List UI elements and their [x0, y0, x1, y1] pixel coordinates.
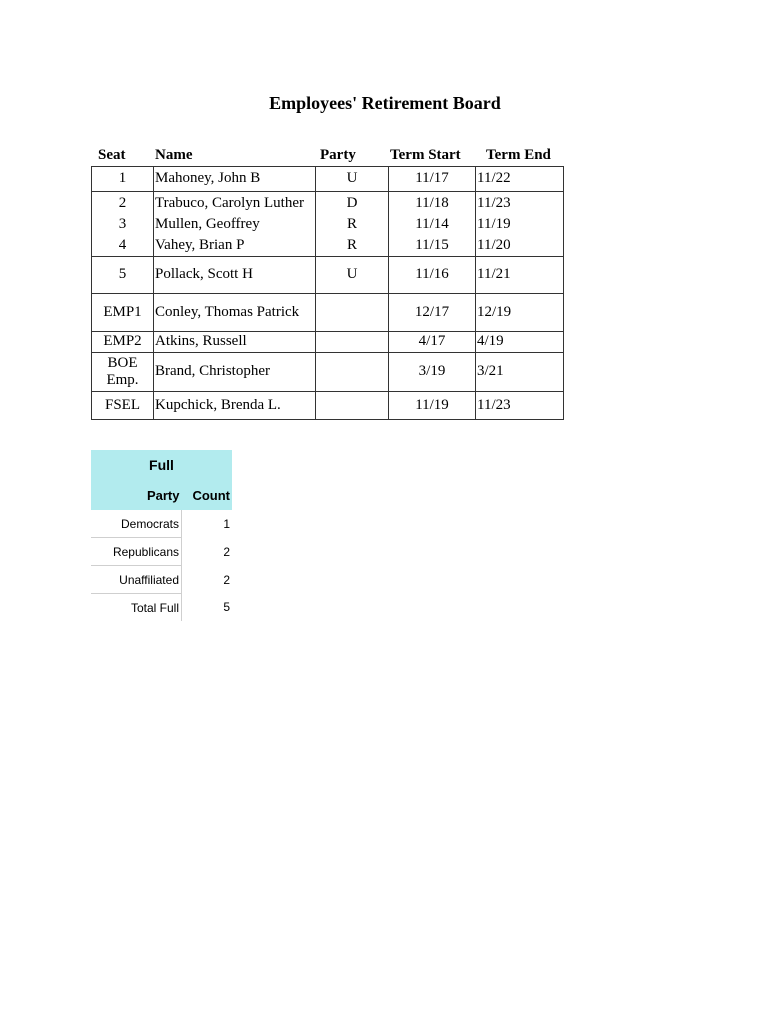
party-cell: R [316, 215, 389, 236]
term-start-cell: 3/19 [389, 353, 476, 392]
name-cell: Vahey, Brian P [154, 236, 316, 257]
name-cell: Trabuco, Carolyn Luther [154, 192, 316, 215]
term-start-cell: 11/14 [389, 215, 476, 236]
seat-cell: 3 [92, 215, 154, 236]
term-end-cell: 12/19 [476, 294, 564, 332]
party-cell [316, 332, 389, 353]
summary-count: 2 [223, 572, 230, 587]
party-cell [316, 392, 389, 420]
term-start-cell: 11/16 [389, 257, 476, 294]
term-end-cell: 11/22 [476, 167, 564, 192]
summary-count: 1 [223, 516, 230, 531]
seat-cell: 2 [92, 192, 154, 215]
table-row [92, 332, 564, 353]
term-start-cell: 11/18 [389, 192, 476, 215]
summary-row [91, 594, 232, 622]
summary-title: Full [91, 450, 232, 480]
term-start-cell: 11/15 [389, 236, 476, 257]
table-row [92, 236, 564, 257]
summary-row [91, 566, 232, 594]
table-row [92, 257, 564, 294]
name-cell: Kupchick, Brenda L. [154, 392, 316, 420]
header-seat: Seat [98, 147, 126, 163]
summary-count: 2 [223, 544, 230, 559]
party-summary-table [91, 450, 232, 621]
summary-count-header: Count [182, 480, 233, 510]
summary-party-header: Party [91, 480, 182, 510]
seat-cell: BOE Emp. [92, 353, 154, 392]
name-cell: Pollack, Scott H [154, 257, 316, 294]
summary-label: Unaffiliated [91, 566, 182, 594]
summary-count: 5 [223, 600, 230, 615]
table-row [92, 392, 564, 420]
name-cell: Conley, Thomas Patrick [154, 294, 316, 332]
term-start-cell: 11/17 [389, 167, 476, 192]
summary-label: Total Full [91, 594, 182, 622]
name-cell: Atkins, Russell [154, 332, 316, 353]
table-row [92, 353, 564, 392]
term-end-cell: 11/20 [476, 236, 564, 257]
board-members-table [91, 166, 564, 420]
term-end-cell: 4/19 [476, 332, 564, 353]
summary-row [91, 538, 232, 566]
term-end-cell: 11/23 [476, 192, 564, 215]
name-cell: Mullen, Geoffrey [154, 215, 316, 236]
table-row [92, 294, 564, 332]
table-row [92, 215, 564, 236]
party-cell [316, 294, 389, 332]
seat-cell: 4 [92, 236, 154, 257]
table-row [92, 192, 564, 215]
party-cell [316, 353, 389, 392]
seat-cell: EMP2 [92, 332, 154, 353]
term-start-cell: 4/17 [389, 332, 476, 353]
seat-cell: FSEL [92, 392, 154, 420]
header-party: Party [320, 147, 356, 163]
summary-label: Republicans [91, 538, 182, 566]
summary-row [91, 510, 232, 538]
term-start-cell: 12/17 [389, 294, 476, 332]
seat-cell: EMP1 [92, 294, 154, 332]
seat-cell: 5 [92, 257, 154, 294]
party-cell: U [316, 257, 389, 294]
party-cell: D [316, 192, 389, 215]
term-end-cell: 3/21 [476, 353, 564, 392]
header-term-start: Term Start [390, 147, 461, 163]
header-term-end: Term End [486, 147, 551, 163]
term-end-cell: 11/19 [476, 215, 564, 236]
page-title: Employees' Retirement Board [269, 93, 501, 113]
seat-cell: 1 [92, 167, 154, 192]
term-end-cell: 11/23 [476, 392, 564, 420]
party-cell: R [316, 236, 389, 257]
header-name: Name [155, 147, 193, 163]
party-cell: U [316, 167, 389, 192]
term-end-cell: 11/21 [476, 257, 564, 294]
name-cell: Brand, Christopher [154, 353, 316, 392]
table-row [92, 167, 564, 192]
summary-label: Democrats [91, 510, 182, 538]
term-start-cell: 11/19 [389, 392, 476, 420]
name-cell: Mahoney, John B [154, 167, 316, 192]
